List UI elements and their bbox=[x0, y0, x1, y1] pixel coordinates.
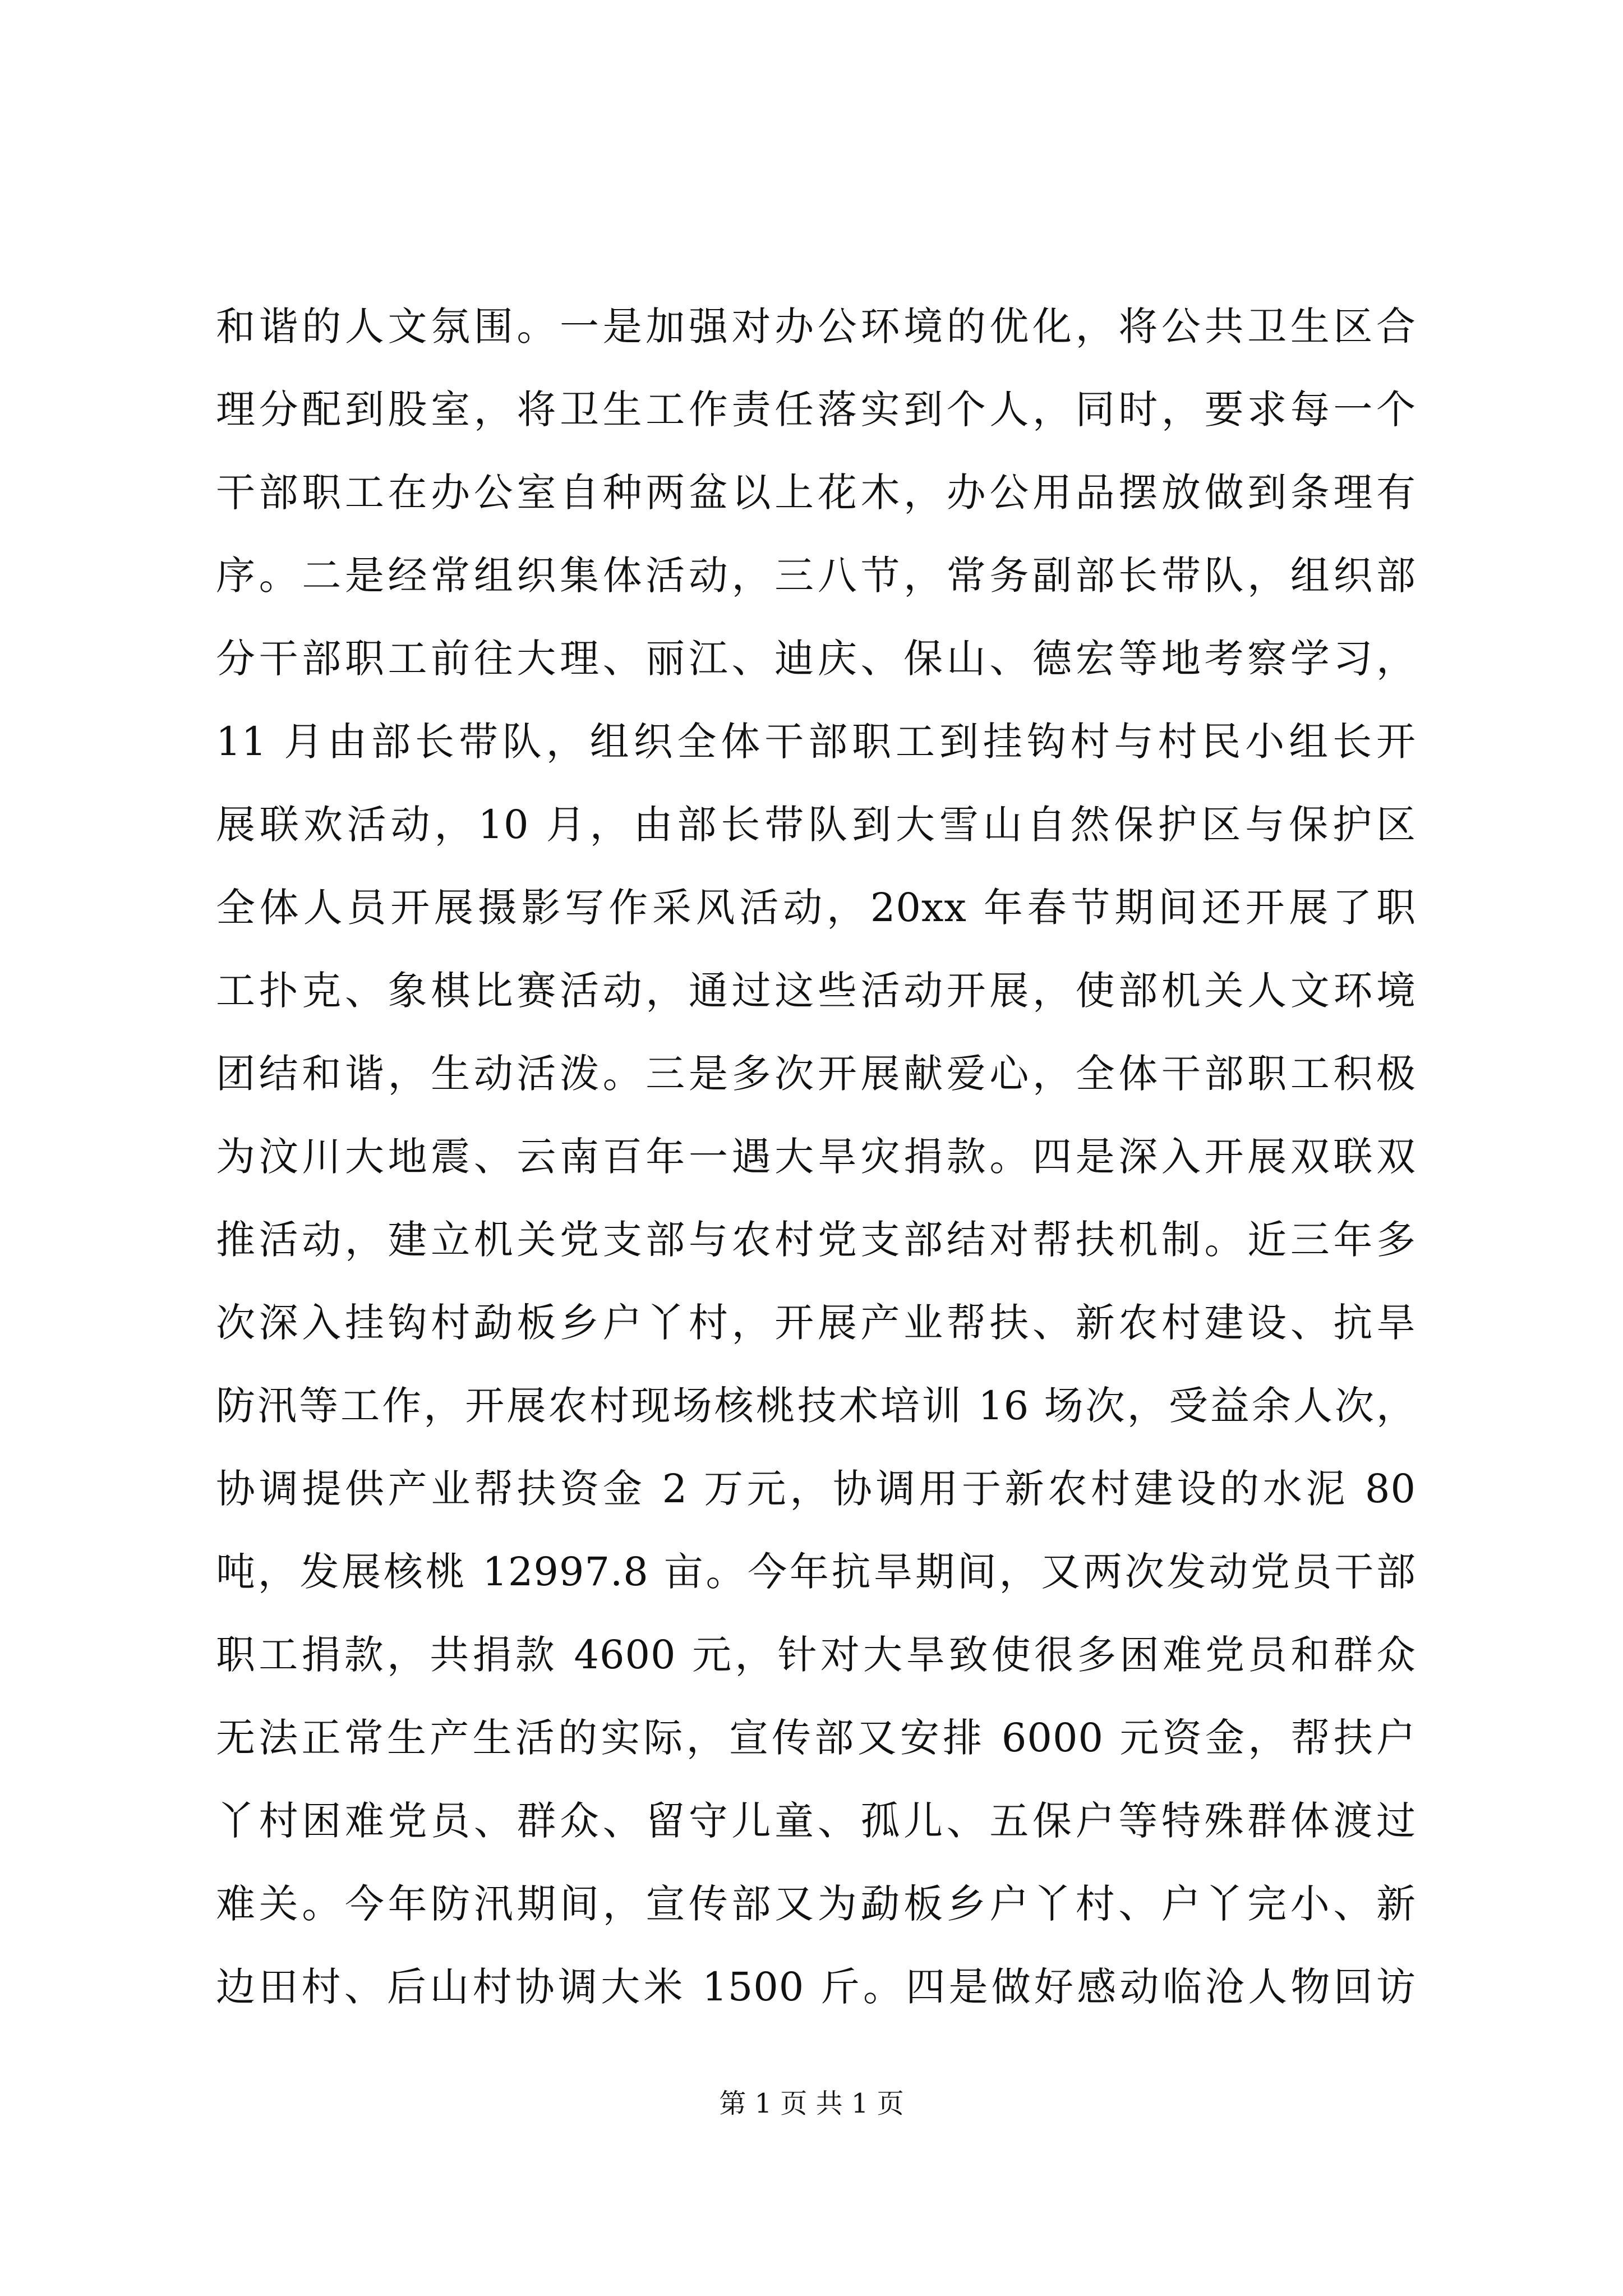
text-line-12: 推活动，建立机关党支部与农村党支部结对帮扶机制。近三年多 bbox=[216, 1217, 1416, 1263]
text-line-3: 干部职工在办公室自种两盆以上花木，办公用品摆放做到条理有 bbox=[216, 470, 1416, 516]
text-line-10: 团结和谐，生动活泼。三是多次开展献爱心，全体干部职工积极 bbox=[216, 1051, 1416, 1097]
text-line-11: 为汶川大地震、云南百年一遇大旱灾捐款。四是深入开展双联双 bbox=[216, 1134, 1416, 1180]
text-line-9: 工扑克、象棋比赛活动，通过这些活动开展，使部机关人文环境 bbox=[216, 968, 1416, 1014]
text-line-5: 分干部职工前往大理、丽江、迪庆、保山、德宏等地考察学习， bbox=[216, 636, 1416, 682]
text-line-14: 防汛等工作，开展农村现场核桃技术培训 16 场次，受益余人次， bbox=[216, 1383, 1416, 1429]
text-line-21: 边田村、后山村协调大米 1500 斤。四是做好感动临沧人物回访 bbox=[216, 1964, 1416, 2010]
text-line-7: 展联欢活动，10 月，由部长带队到大雪山自然保护区与保护区 bbox=[216, 802, 1416, 848]
text-line-1: 和谐的人文氛围。一是加强对办公环境的优化，将公共卫生区合 bbox=[216, 303, 1416, 349]
text-line-15: 协调提供产业帮扶资金 2 万元，协调用于新农村建设的水泥 80 bbox=[216, 1466, 1416, 1512]
text-line-20: 难关。今年防汛期间，宣传部又为勐板乡户丫村、户丫完小、新 bbox=[216, 1881, 1416, 1927]
text-line-13: 次深入挂钩村勐板乡户丫村，开展产业帮扶、新农村建设、抗旱 bbox=[216, 1300, 1416, 1346]
text-line-17: 职工捐款，共捐款 4600 元，针对大旱致使很多困难党员和群众 bbox=[216, 1632, 1416, 1678]
page-number-footer: 第 1 页 共 1 页 bbox=[719, 2088, 904, 2119]
text-line-2: 理分配到股室，将卫生工作责任落实到个人，同时，要求每一个 bbox=[216, 386, 1416, 432]
text-line-19: 丫村困难党员、群众、留守儿童、孤儿、五保户等特殊群体渡过 bbox=[216, 1798, 1416, 1844]
text-line-6: 11 月由部长带队，组织全体干部职工到挂钩村与村民小组长开 bbox=[216, 719, 1416, 765]
text-line-8: 全体人员开展摄影写作采风活动，20xx 年春节期间还开展了职 bbox=[216, 885, 1416, 931]
text-line-18: 无法正常生产生活的实际，宣传部又安排 6000 元资金，帮扶户 bbox=[216, 1715, 1416, 1761]
body-paragraph bbox=[216, 285, 1416, 2028]
text-line-4: 序。二是经常组织集体活动，三八节，常务副部长带队，组织部 bbox=[216, 553, 1416, 599]
text-line-16: 吨，发展核桃 12997.8 亩。今年抗旱期间，又两次发动党员干部 bbox=[216, 1549, 1416, 1595]
